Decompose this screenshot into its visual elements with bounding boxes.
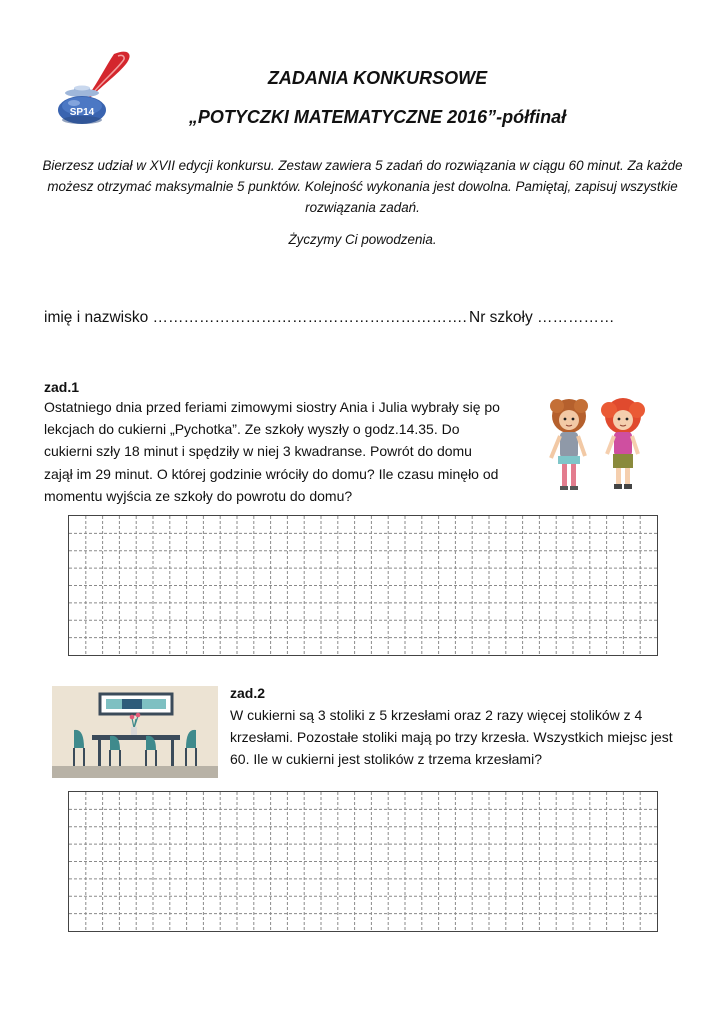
- contest-title: „POTYCZKI MATEMATYCZNE 2016”-półfinał: [188, 107, 567, 127]
- answer-grid-2[interactable]: [68, 791, 658, 932]
- answer-grid-1[interactable]: [68, 515, 658, 656]
- girls-illustration: [543, 396, 651, 494]
- page-title: ZADANIA KONKURSOWE: [267, 68, 488, 88]
- task-2-label: zad.2: [230, 685, 266, 701]
- task-1-text: Ostatniego dnia przed feriami zimowymi siostry Ania i Julia wybrały się po lekcjach do cukierni „Pychotka”. Ze szkoły wyszły o godz.14.35. Do cukierni szły 18 minut i spędziły w niej 3 kwadranse. Powrót do domu zajął im 29 minut. O której godzinie wróciły do domu? Ile czasu minęło od momentu wyjścia ze szkoły do powrotu do domu?: [44, 399, 500, 504]
- instructions-paragraph: Bierzesz udział w XVII edycji konkursu. Zestaw zawiera 5 zadań do rozwiązania w ciągu 60 minut. Za każde możesz otrzymać maksymalnie 5 punktów. Kolejność wykonania jest dowolna. Pamiętaj, zapisuj wszystkie rozwiązania zadań.: [42, 158, 683, 215]
- logo-text: SP14: [69, 107, 95, 118]
- good-luck-text: Życzymy Ci powodzenia.: [288, 232, 437, 247]
- student-name-field[interactable]: imię i nazwisko …………………………………………………….: [44, 309, 467, 326]
- school-number-field[interactable]: Nr szkoły ……………: [469, 309, 615, 326]
- cafe-illustration: [52, 686, 218, 778]
- task-2-text: W cukierni są 3 stoliki z 5 krzesłami oraz 2 razy więcej stolików z 4 krzesłami. Pozostałe stoliki mają po trzy krzesła. Wszystkich miejsc jest 60. Ile w cukierni jest stolików z trzema krzesłami?: [230, 707, 673, 768]
- task-1-label: zad.1: [44, 379, 80, 395]
